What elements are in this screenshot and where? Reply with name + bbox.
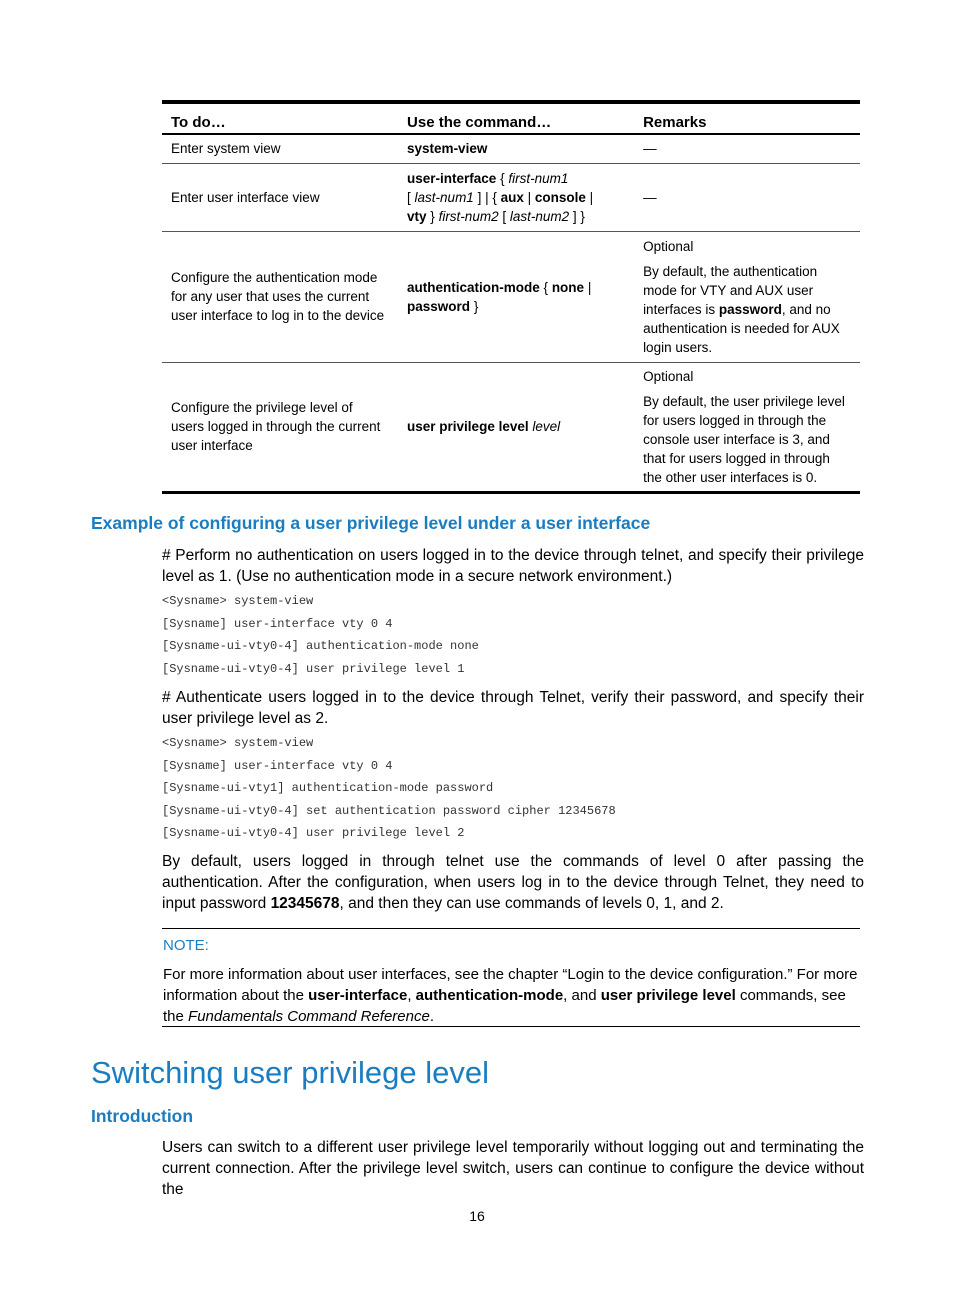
command-cell: user-interface { first-num1 [ last-num1 ] | { aux | console | vty } first-num2 [ last-num2 ] } [407,170,594,224]
table-row [162,362,860,492]
remarks-cell: — [643,141,657,157]
command-cell: system-view [407,141,488,157]
example-heading: Example of configuring a user privilege level under a user interface [91,513,651,533]
todo-cell: Configure the privilege level of users logged in through the current user interface [171,400,381,453]
table-row [162,231,860,362]
table-header-row [162,102,860,134]
table-row [162,134,860,163]
header-command: Use the command… [407,114,552,131]
example-paragraph-1: # Perform no authentication on users logged in to the device through telnet, and specify their privilege level as 1. (Use no authentication mode in a secure network environment.) [162,547,864,585]
todo-cell: Configure the authentication mode for any user that uses the current user interface to log in to the device [171,270,385,323]
code-block-2: <Sysname> system-view [Sysname] user-interface vty 0 4 [Sysname-ui-vty1] authentication-mode password [Sysname-ui-vty0-4] set authentication password cipher 12345678 [Sysname-ui-vty0-4] user privilege level 2 [162,736,616,840]
code-block-1: <Sysname> system-view [Sysname] user-interface vty 0 4 [Sysname-ui-vty0-4] authentication-mode none [Sysname-ui-vty0-4] user privilege level 1 [162,594,479,676]
command-cell: authentication-mode { none | password } [407,279,592,314]
header-remarks: Remarks [643,114,707,131]
header-todo: To do… [171,114,226,131]
note-label: NOTE: [163,937,209,954]
page-number: 16 [469,1208,485,1224]
example-paragraph-3: By default, users logged in through telnet use the commands of level 0 after passing the authentication. After the configuration, when users log in to the device through Telnet, they need to input password 12345678, and then they can use commands of levels 0, 1, and 2. [162,853,864,912]
example-paragraph-2: # Authenticate users logged in to the device through Telnet, verify their password, and specify their user privilege level as 2. [162,689,864,727]
remarks-cell: Optional By default, the authentication mode for VTY and AUX user interfaces is password, and no authentication is needed for AUX login users. [643,238,840,355]
section-title: Switching user privilege level [91,1055,490,1090]
command-cell: user privilege level level [407,419,561,434]
introduction-heading: Introduction [91,1106,194,1126]
remarks-cell: Optional By default, the user privilege level for users logged in through the console user interface is 3, and that for users logged in through the other user interfaces is 0. [643,368,845,485]
note-text: For more information about user interfaces, see the chapter “Login to the device configuration.” For more information about the user-interface, authentication-mode, and user privilege level commands, see the Fundamentals Command Reference. [163,966,858,1025]
todo-cell: Enter system view [171,141,281,157]
introduction-paragraph: Users can switch to a different user privilege level temporarily without logging out and terminating the current connection. After the privilege level switch, users can continue to configure the device without the [162,1139,864,1198]
note-box [162,928,860,1027]
command-table [162,100,860,494]
remarks-cell: — [643,189,657,205]
table-row [162,163,860,231]
todo-cell: Enter user interface view [171,189,320,205]
